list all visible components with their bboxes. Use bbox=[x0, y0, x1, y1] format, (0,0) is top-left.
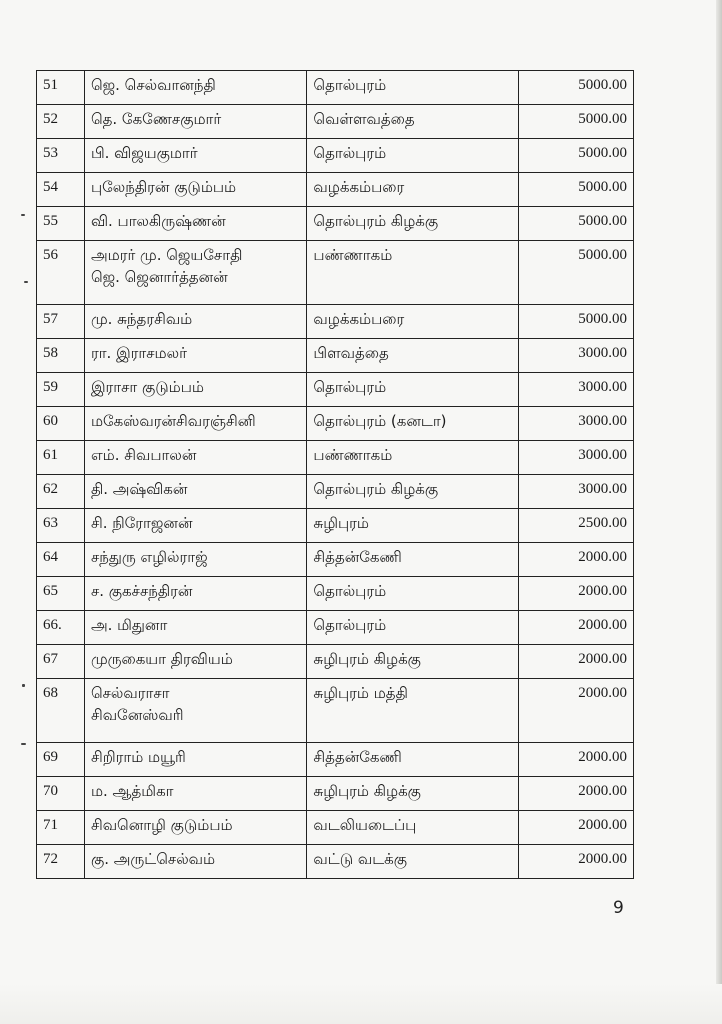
table-row bbox=[37, 105, 634, 139]
table-row bbox=[37, 777, 634, 811]
table-row bbox=[37, 577, 634, 611]
serial-number-cell: 72 bbox=[37, 845, 85, 879]
donor-name-cell bbox=[84, 679, 306, 743]
donor-name-line: ச. குகச்சந்திரன் bbox=[90, 582, 193, 600]
place-cell: சுழிபுரம் கிழக்கு bbox=[307, 645, 518, 679]
table-row bbox=[37, 305, 634, 339]
serial-number-cell: 64 bbox=[37, 543, 85, 577]
donor-name-cell bbox=[84, 207, 306, 241]
table-row bbox=[37, 543, 634, 577]
place-cell: சுழிபுரம் கிழக்கு bbox=[307, 777, 518, 811]
place-cell: தொல்புரம் கிழக்கு bbox=[307, 207, 518, 241]
scan-mark bbox=[24, 281, 28, 283]
place-cell: தொல்புரம் (கனடா) bbox=[307, 407, 518, 441]
serial-number-cell: 56 bbox=[37, 241, 85, 305]
table-row bbox=[37, 743, 634, 777]
amount-cell: 3000.00 bbox=[518, 475, 633, 509]
donor-name-cell bbox=[84, 475, 306, 509]
amount-cell: 5000.00 bbox=[518, 173, 633, 207]
donor-name-cell bbox=[84, 543, 306, 577]
serial-number-cell: 69 bbox=[37, 743, 85, 777]
place-cell: தொல்புரம் bbox=[307, 71, 518, 105]
amount-cell: 5000.00 bbox=[518, 305, 633, 339]
donor-name-line: செல்வராசா bbox=[90, 684, 170, 702]
amount-cell: 2000.00 bbox=[518, 743, 633, 777]
place-cell: சித்தன்கேணி bbox=[307, 543, 518, 577]
table-row bbox=[37, 811, 634, 845]
place-cell: பண்ணாகம் bbox=[307, 441, 518, 475]
amount-cell: 5000.00 bbox=[518, 139, 633, 173]
donor-name-cell bbox=[84, 241, 306, 305]
serial-number-cell: 66. bbox=[37, 611, 85, 645]
amount-cell: 3000.00 bbox=[518, 441, 633, 475]
donor-name-cell bbox=[84, 105, 306, 139]
donor-name-line: தெ. கேணேசகுமார் bbox=[90, 110, 222, 128]
donor-table-body bbox=[37, 71, 634, 879]
page-edge bbox=[716, 0, 722, 1024]
amount-cell: 2000.00 bbox=[518, 645, 633, 679]
donor-name-cell bbox=[84, 407, 306, 441]
place-cell: தொல்புரம் கிழக்கு bbox=[307, 475, 518, 509]
place-cell: வழக்கம்பரை bbox=[307, 173, 518, 207]
serial-number-cell: 67 bbox=[37, 645, 85, 679]
table-row bbox=[37, 611, 634, 645]
serial-number-cell: 57 bbox=[37, 305, 85, 339]
donor-name-line: அமரர் மு. ஜெயசோதி bbox=[90, 246, 243, 264]
donor-name-line: ஜெ. செல்வானந்தி bbox=[90, 76, 216, 94]
amount-cell: 5000.00 bbox=[518, 207, 633, 241]
table-row bbox=[37, 71, 634, 105]
donor-name-line: ஜெ. ஜெனார்த்தனன் bbox=[90, 268, 228, 286]
donor-name-line: ரா. இராசமலர் bbox=[90, 344, 187, 362]
table-row bbox=[37, 339, 634, 373]
amount-cell: 2000.00 bbox=[518, 611, 633, 645]
table-row bbox=[37, 441, 634, 475]
table-row bbox=[37, 207, 634, 241]
place-cell: பண்ணாகம் bbox=[307, 241, 518, 305]
donor-name-cell bbox=[84, 611, 306, 645]
serial-number-cell: 61 bbox=[37, 441, 85, 475]
donor-name-line: அ. மிதுனா bbox=[90, 616, 168, 634]
serial-number-cell: 52 bbox=[37, 105, 85, 139]
place-cell: பிளவத்தை bbox=[307, 339, 518, 373]
amount-cell: 2000.00 bbox=[518, 845, 633, 879]
scan-mark bbox=[21, 214, 25, 216]
amount-cell: 2000.00 bbox=[518, 811, 633, 845]
donor-name-line: இராசா குடும்பம் bbox=[90, 378, 204, 396]
donor-name-line: சிறிராம் மயூரி bbox=[90, 748, 186, 766]
amount-cell: 3000.00 bbox=[518, 373, 633, 407]
place-cell: சுழிபுரம் bbox=[307, 509, 518, 543]
donor-name-cell bbox=[84, 373, 306, 407]
serial-number-cell: 62 bbox=[37, 475, 85, 509]
donor-name-line: பி. விஜயகுமார் bbox=[90, 144, 198, 162]
donor-name-cell bbox=[84, 305, 306, 339]
place-cell: வழக்கம்பரை bbox=[307, 305, 518, 339]
donor-name-line: வி. பாலகிருஷ்ணன் bbox=[90, 212, 226, 230]
donor-name-line: சிவனேஸ்வரி bbox=[90, 706, 184, 724]
serial-number-cell: 60 bbox=[37, 407, 85, 441]
donor-name-line: எம். சிவபாலன் bbox=[90, 446, 197, 464]
amount-cell: 2000.00 bbox=[518, 679, 633, 743]
amount-cell: 2500.00 bbox=[518, 509, 633, 543]
serial-number-cell: 71 bbox=[37, 811, 85, 845]
serial-number-cell: 65 bbox=[37, 577, 85, 611]
scan-mark bbox=[21, 743, 26, 745]
donor-name-cell bbox=[84, 645, 306, 679]
donor-name-cell bbox=[84, 509, 306, 543]
donor-table bbox=[36, 70, 634, 879]
table-row bbox=[37, 373, 634, 407]
place-cell: வெள்ளவத்தை bbox=[307, 105, 518, 139]
place-cell: வடலியடைப்பு bbox=[307, 811, 518, 845]
table-row bbox=[37, 509, 634, 543]
table-row bbox=[37, 173, 634, 207]
donor-name-cell bbox=[84, 339, 306, 373]
table-row bbox=[37, 475, 634, 509]
page-number: 9 bbox=[613, 898, 624, 918]
donor-name-cell bbox=[84, 577, 306, 611]
place-cell: சித்தன்கேணி bbox=[307, 743, 518, 777]
table-row bbox=[37, 645, 634, 679]
donor-name-line: மகேஸ்வரன்சிவரஞ்சினி bbox=[90, 412, 256, 430]
amount-cell: 2000.00 bbox=[518, 577, 633, 611]
donor-name-cell bbox=[84, 811, 306, 845]
table-row bbox=[37, 407, 634, 441]
place-cell: தொல்புரம் bbox=[307, 139, 518, 173]
amount-cell: 2000.00 bbox=[518, 777, 633, 811]
serial-number-cell: 63 bbox=[37, 509, 85, 543]
place-cell: தொல்புரம் bbox=[307, 373, 518, 407]
donor-name-cell bbox=[84, 71, 306, 105]
place-cell: வட்டு வடக்கு bbox=[307, 845, 518, 879]
page-bottom-shadow bbox=[0, 984, 722, 1024]
place-cell: தொல்புரம் bbox=[307, 611, 518, 645]
donor-name-line: முருகையா திரவியம் bbox=[90, 650, 233, 668]
amount-cell: 5000.00 bbox=[518, 105, 633, 139]
table-row bbox=[37, 241, 634, 305]
serial-number-cell: 59 bbox=[37, 373, 85, 407]
amount-cell: 2000.00 bbox=[518, 543, 633, 577]
donor-name-line: சந்துரு எழில்ராஜ் bbox=[90, 548, 208, 566]
donor-name-line: ம. ஆத்மிகா bbox=[90, 782, 174, 800]
table-row bbox=[37, 139, 634, 173]
amount-cell: 5000.00 bbox=[518, 71, 633, 105]
serial-number-cell: 70 bbox=[37, 777, 85, 811]
amount-cell: 3000.00 bbox=[518, 407, 633, 441]
donor-name-cell bbox=[84, 441, 306, 475]
donor-name-line: தி. அஷ்விகன் bbox=[90, 480, 188, 498]
donor-name-cell bbox=[84, 173, 306, 207]
place-cell: சுழிபுரம் மத்தி bbox=[307, 679, 518, 743]
amount-cell: 3000.00 bbox=[518, 339, 633, 373]
donor-name-line: மு. சுந்தரசிவம் bbox=[90, 310, 193, 328]
serial-number-cell: 54 bbox=[37, 173, 85, 207]
donor-name-cell bbox=[84, 139, 306, 173]
table-row bbox=[37, 679, 634, 743]
amount-cell: 5000.00 bbox=[518, 241, 633, 305]
donor-name-cell bbox=[84, 743, 306, 777]
scan-mark bbox=[22, 684, 25, 687]
donor-name-cell bbox=[84, 777, 306, 811]
donor-name-cell bbox=[84, 845, 306, 879]
donor-name-line: சி. நிரோஜனன் bbox=[90, 514, 193, 532]
serial-number-cell: 58 bbox=[37, 339, 85, 373]
serial-number-cell: 55 bbox=[37, 207, 85, 241]
serial-number-cell: 51 bbox=[37, 71, 85, 105]
donor-name-line: சிவனொழி குடும்பம் bbox=[90, 816, 233, 834]
donor-name-line: கு. அருட்செல்வம் bbox=[90, 850, 216, 868]
table-row bbox=[37, 845, 634, 879]
donor-name-line: புலேந்திரன் குடும்பம் bbox=[90, 178, 237, 196]
serial-number-cell: 68 bbox=[37, 679, 85, 743]
place-cell: தொல்புரம் bbox=[307, 577, 518, 611]
serial-number-cell: 53 bbox=[37, 139, 85, 173]
